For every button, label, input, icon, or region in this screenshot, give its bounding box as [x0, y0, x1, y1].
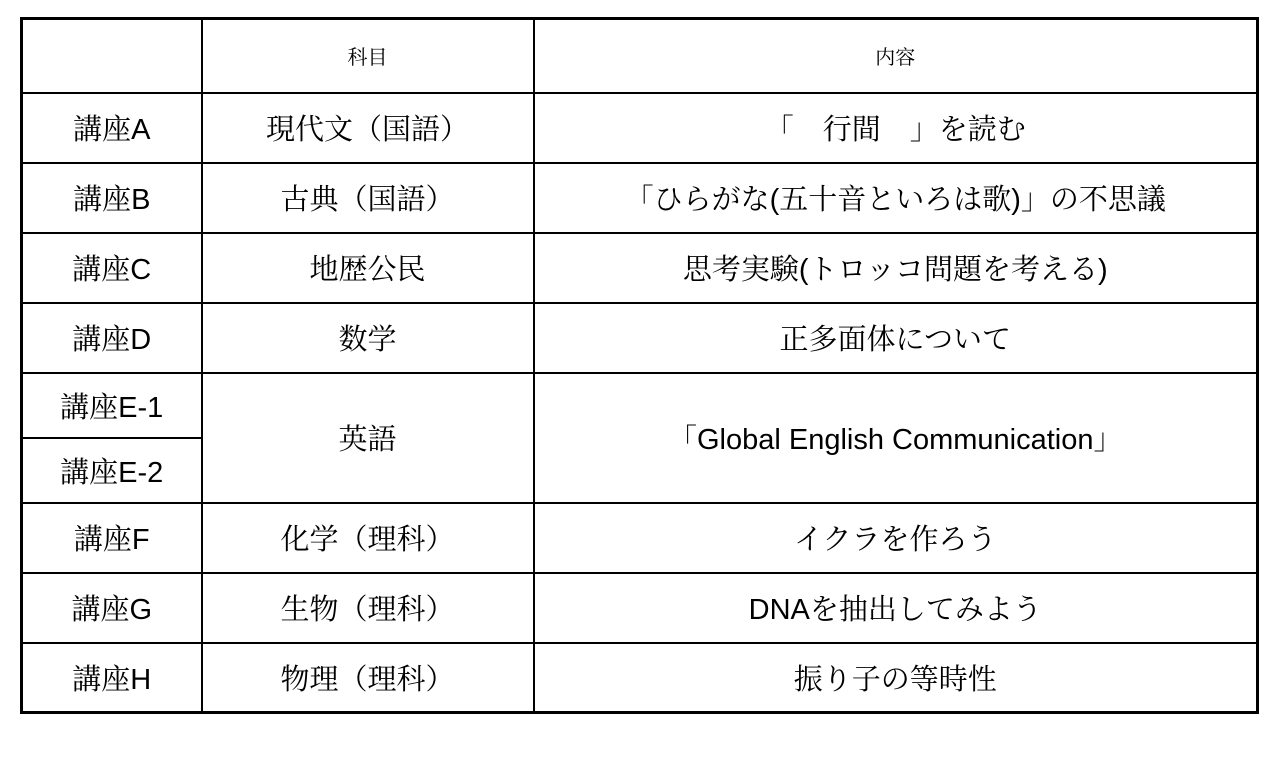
subject-cell: 生物（理科） [202, 573, 534, 643]
table-row-course-a [22, 93, 1258, 163]
content-cell: DNAを抽出してみよう [534, 573, 1258, 643]
header-subject-cell: 科目 [202, 19, 534, 93]
course-cell: 講座D [22, 303, 202, 373]
course-table [20, 17, 1259, 714]
subject-cell: 物理（理科） [202, 643, 534, 713]
subject-cell-merged: 英語 [202, 373, 534, 503]
course-cell: 講座E-2 [22, 438, 202, 503]
course-cell: 講座C [22, 233, 202, 303]
course-cell: 講座B [22, 163, 202, 233]
subject-cell: 化学（理科） [202, 503, 534, 573]
course-cell: 講座G [22, 573, 202, 643]
content-cell-merged: 「Global English Communication」 [534, 373, 1258, 503]
subject-cell: 数学 [202, 303, 534, 373]
table-row-course-h [22, 643, 1258, 713]
table-row-course-b [22, 163, 1258, 233]
course-cell: 講座H [22, 643, 202, 713]
content-cell: 思考実験(トロッコ問題を考える) [534, 233, 1258, 303]
content-cell: イクラを作ろう [534, 503, 1258, 573]
course-cell: 講座A [22, 93, 202, 163]
table-row-course-g [22, 573, 1258, 643]
subject-cell: 古典（国語） [202, 163, 534, 233]
course-cell: 講座F [22, 503, 202, 573]
header-course-cell [22, 19, 202, 93]
subject-cell: 地歴公民 [202, 233, 534, 303]
table-row-course-c [22, 233, 1258, 303]
table-row-course-e1 [22, 373, 1258, 438]
header-content-cell: 内容 [534, 19, 1258, 93]
header-row [22, 19, 1258, 93]
content-cell: 正多面体について [534, 303, 1258, 373]
content-cell: 振り子の等時性 [534, 643, 1258, 713]
content-cell: 「 行間 」を読む [534, 93, 1258, 163]
table-row-course-d [22, 303, 1258, 373]
course-cell: 講座E-1 [22, 373, 202, 438]
table-row-course-f [22, 503, 1258, 573]
subject-cell: 現代文（国語） [202, 93, 534, 163]
content-cell: 「ひらがな(五十音といろは歌)」の不思議 [534, 163, 1258, 233]
